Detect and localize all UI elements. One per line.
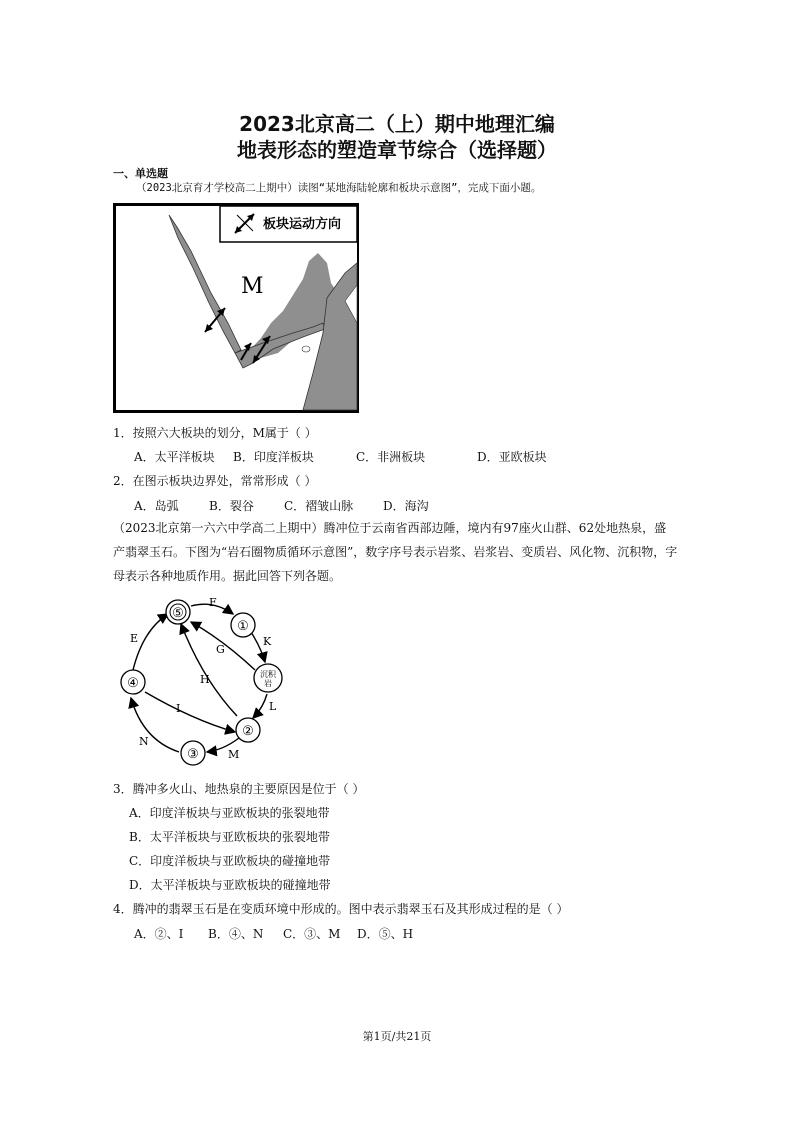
intro-2-line-2: 产翡翠玉石。下图为“岩石圈物质循环示意图”，数字序号表示岩浆、岩浆岩、变质岩、风化物、沉积物，字: [113, 545, 678, 559]
node-3: [181, 741, 205, 765]
q1-option-a: A．太平洋板块: [134, 450, 215, 464]
q4-option-a: A．②、I: [134, 927, 184, 941]
section-heading: 一、单选题: [113, 167, 168, 180]
intro-text-2: [113, 516, 688, 588]
intro-text-1: （2023北京育才学校高二上期中）读图“某地海陆轮廓和板块示意图”，完成下面小题。: [136, 182, 542, 194]
q3-option-c: C．印度洋板块与亚欧板块的碰撞地带: [129, 854, 331, 868]
q4-option-d: D．⑤、H: [357, 927, 414, 941]
label-g: G: [216, 643, 225, 656]
svg-text:⑤: ⑤: [172, 606, 184, 621]
intro-2-line-3: 母表示各种地质作用。据此回答下列各题。: [113, 569, 342, 583]
label-k: K: [263, 635, 272, 648]
svg-text:②: ②: [242, 724, 254, 739]
q1-option-c: C．非洲板块: [356, 450, 426, 464]
rock-cycle-diagram: [113, 590, 303, 768]
svg-text:③: ③: [187, 747, 199, 762]
plate-map-figure: [113, 203, 359, 413]
page-title: 2023北京高二（上）期中地理汇编: [239, 112, 555, 136]
question-1-stem: 1．按照六大板块的划分，M属于（ ）: [113, 426, 317, 440]
node-1: [231, 613, 255, 637]
q4-option-b: B．④、N: [208, 927, 264, 941]
label-m: M: [228, 748, 240, 761]
question-3-stem: 3．腾冲多火山、地热泉的主要原因是位于（ ）: [113, 782, 365, 796]
label-f: F: [209, 596, 217, 609]
svg-text:①: ①: [237, 619, 249, 634]
intro-2-line-1: （2023北京第一六六中学高二上期中）腾冲位于云南省西部边陲，境内有97座火山群、62处地热泉，盛: [113, 521, 667, 535]
svg-text:岩: 岩: [264, 679, 272, 688]
arrow-l: [253, 694, 267, 718]
arrow-h: [181, 624, 237, 716]
node-4: [121, 670, 145, 694]
label-n: N: [139, 735, 149, 748]
question-2-stem: 2．在图示板块边界处，常常形成（ ）: [113, 474, 317, 488]
q3-option-d: D．太平洋板块与亚欧板块的碰撞地带: [129, 878, 331, 892]
q4-option-c: C．③、M: [283, 927, 341, 941]
q3-option-a: A．印度洋板块与亚欧板块的张裂地带: [129, 806, 330, 820]
node-5: [166, 600, 190, 624]
q2-option-c: C．褶皱山脉: [284, 499, 354, 513]
page-number: 第1页/共21页: [362, 1030, 432, 1043]
page-subtitle: 地表形态的塑造章节综合（选择题）: [237, 138, 557, 162]
q1-option-d: D．亚欧板块: [477, 450, 547, 464]
q2-option-d: D．海沟: [383, 499, 429, 513]
q2-option-b: B．裂谷: [209, 499, 254, 513]
node-2: [236, 718, 260, 742]
arrow-e: [133, 614, 168, 670]
map-region-label: M: [241, 274, 264, 299]
q1-option-b: B．印度洋板块: [233, 450, 314, 464]
question-4-stem: 4．腾冲的翡翠玉石是在变质环境中形成的。图中表示翡翠玉石及其形成过程的是（ ）: [113, 902, 569, 916]
label-i: I: [176, 702, 181, 715]
map-legend-label: 板块运动方向: [263, 217, 342, 232]
label-e: E: [130, 632, 139, 645]
svg-text:④: ④: [127, 676, 139, 691]
svg-text:沉积: 沉积: [260, 670, 276, 679]
node-sedimentary-rock: [254, 664, 282, 692]
q3-option-b: B．太平洋板块与亚欧板块的张裂地带: [129, 830, 330, 844]
q2-option-a: A．岛弧: [134, 499, 179, 513]
label-l: L: [269, 700, 277, 713]
label-h: H: [200, 673, 210, 686]
